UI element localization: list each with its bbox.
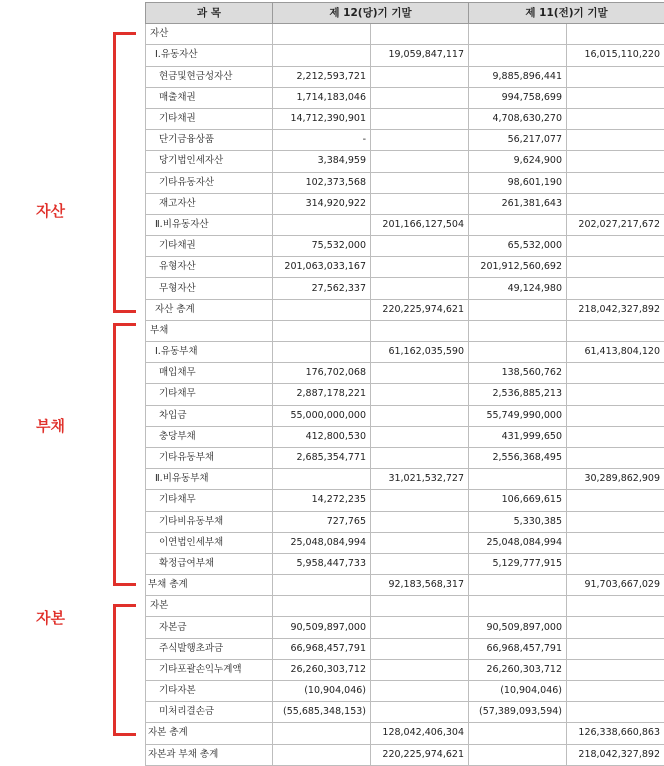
amount-cell: 176,702,068 — [273, 363, 371, 384]
amount-cell — [567, 151, 664, 172]
table-row — [146, 172, 664, 193]
amount-cell — [371, 108, 469, 129]
amount-cell: 218,042,327,892 — [567, 744, 664, 765]
amount-cell — [567, 87, 664, 108]
amount-cell — [469, 469, 567, 490]
amount-cell: 201,063,033,167 — [273, 257, 371, 278]
amount-cell — [371, 553, 469, 574]
account-name-cell: 주식발행초과금 — [146, 638, 273, 659]
amount-cell: 201,912,560,692 — [469, 257, 567, 278]
account-name-cell: 기타채무 — [146, 490, 273, 511]
amount-cell — [567, 596, 664, 617]
table-row — [146, 681, 664, 702]
account-name-cell: 매입채무 — [146, 363, 273, 384]
amount-cell — [567, 384, 664, 405]
amount-cell — [567, 426, 664, 447]
amount-cell: 412,800,530 — [273, 426, 371, 447]
account-name-cell: 미처리결손금 — [146, 702, 273, 723]
amount-cell — [469, 596, 567, 617]
table-row — [146, 426, 664, 447]
liabilities-bracket — [113, 323, 136, 586]
account-name-cell: 부채 총계 — [146, 575, 273, 596]
amount-cell: 75,532,000 — [273, 236, 371, 257]
account-name-cell: 기타채무 — [146, 384, 273, 405]
amount-cell: 26,260,303,712 — [273, 659, 371, 680]
amount-cell — [371, 617, 469, 638]
amount-cell — [371, 236, 469, 257]
amount-cell — [371, 363, 469, 384]
amount-cell: 30,289,862,909 — [567, 469, 664, 490]
amount-cell: 218,042,327,892 — [567, 299, 664, 320]
amount-cell — [273, 24, 371, 45]
amount-cell — [567, 363, 664, 384]
table-row — [146, 66, 664, 87]
account-name-cell: 기타유동자산 — [146, 172, 273, 193]
account-name-cell: 자산 총계 — [146, 299, 273, 320]
amount-cell — [567, 553, 664, 574]
amount-cell: 138,560,762 — [469, 363, 567, 384]
amount-cell — [371, 426, 469, 447]
table-row — [146, 469, 664, 490]
account-name-cell: 자본 총계 — [146, 723, 273, 744]
table-row — [146, 130, 664, 151]
amount-cell — [469, 342, 567, 363]
amount-cell: 14,712,390,901 — [273, 108, 371, 129]
amount-cell: 220,225,974,621 — [371, 744, 469, 765]
amount-cell — [273, 342, 371, 363]
amount-cell — [567, 130, 664, 151]
table-row — [146, 617, 664, 638]
table-row — [146, 151, 664, 172]
amount-cell — [567, 193, 664, 214]
amount-cell — [273, 45, 371, 66]
amount-cell: - — [273, 130, 371, 151]
amount-cell — [371, 532, 469, 553]
amount-cell: 106,669,615 — [469, 490, 567, 511]
amount-cell — [371, 257, 469, 278]
account-name-cell: Ⅱ.비유동부채 — [146, 469, 273, 490]
amount-cell: 61,413,804,120 — [567, 342, 664, 363]
amount-cell — [469, 45, 567, 66]
account-name-cell: 확정급여부채 — [146, 553, 273, 574]
table-row — [146, 384, 664, 405]
table-row — [146, 553, 664, 574]
account-name-cell: 이연법인세부채 — [146, 532, 273, 553]
account-name-cell: 무형자산 — [146, 278, 273, 299]
amount-cell: 9,885,896,441 — [469, 66, 567, 87]
amount-cell: 2,556,368,495 — [469, 447, 567, 468]
table-row — [146, 659, 664, 680]
table-row — [146, 320, 664, 341]
amount-cell — [371, 511, 469, 532]
account-name-cell: 단기금융상품 — [146, 130, 273, 151]
amount-cell — [273, 596, 371, 617]
amount-cell — [567, 511, 664, 532]
amount-cell — [273, 723, 371, 744]
balance-sheet-table — [145, 2, 664, 766]
table-row — [146, 638, 664, 659]
table-row — [146, 532, 664, 553]
amount-cell: 16,015,110,220 — [567, 45, 664, 66]
table-row — [146, 447, 664, 468]
account-name-cell: 자본 — [146, 596, 273, 617]
amount-cell — [371, 638, 469, 659]
account-name-cell: 매출채권 — [146, 87, 273, 108]
amount-cell — [371, 193, 469, 214]
amount-cell: 126,338,660,863 — [567, 723, 664, 744]
amount-cell: 5,129,777,915 — [469, 553, 567, 574]
amount-cell — [371, 490, 469, 511]
amount-cell: 90,509,897,000 — [273, 617, 371, 638]
amount-cell — [469, 320, 567, 341]
amount-cell: 727,765 — [273, 511, 371, 532]
amount-cell: 61,162,035,590 — [371, 342, 469, 363]
liabilities-section-label: 부채 — [36, 415, 65, 436]
amount-cell: 56,217,077 — [469, 130, 567, 151]
table-row — [146, 723, 664, 744]
amount-cell: 9,624,900 — [469, 151, 567, 172]
amount-cell: 220,225,974,621 — [371, 299, 469, 320]
amount-cell: 261,381,643 — [469, 193, 567, 214]
amount-cell: 49,124,980 — [469, 278, 567, 299]
amount-cell — [371, 130, 469, 151]
amount-cell — [371, 278, 469, 299]
amount-cell: 2,536,885,213 — [469, 384, 567, 405]
amount-cell: (55,685,348,153) — [273, 702, 371, 723]
account-name-cell: 당기법인세자산 — [146, 151, 273, 172]
amount-cell: 27,562,337 — [273, 278, 371, 299]
header-current-period: 제 12(당)기 기말 — [273, 3, 469, 24]
amount-cell — [469, 575, 567, 596]
account-name-cell: 유형자산 — [146, 257, 273, 278]
table-row — [146, 24, 664, 45]
amount-cell: 98,601,190 — [469, 172, 567, 193]
amount-cell: 66,968,457,791 — [273, 638, 371, 659]
amount-cell: 14,272,235 — [273, 490, 371, 511]
account-name-cell: 자본과 부채 총계 — [146, 744, 273, 765]
table-row — [146, 342, 664, 363]
amount-cell: 19,059,847,117 — [371, 45, 469, 66]
amount-cell: 25,048,084,994 — [273, 532, 371, 553]
amount-cell — [567, 490, 664, 511]
amount-cell: 90,509,897,000 — [469, 617, 567, 638]
amount-cell — [469, 299, 567, 320]
account-name-cell: Ⅰ.유동부채 — [146, 342, 273, 363]
amount-cell: 5,958,447,733 — [273, 553, 371, 574]
amount-cell — [371, 87, 469, 108]
assets-bracket — [113, 32, 136, 313]
amount-cell — [567, 702, 664, 723]
amount-cell — [371, 702, 469, 723]
table-row — [146, 193, 664, 214]
amount-cell: 201,166,127,504 — [371, 214, 469, 235]
amount-cell — [273, 744, 371, 765]
amount-cell — [567, 236, 664, 257]
table-row — [146, 278, 664, 299]
account-name-cell: 기타유동부채 — [146, 447, 273, 468]
table-row — [146, 405, 664, 426]
amount-cell — [567, 278, 664, 299]
amount-cell: 431,999,650 — [469, 426, 567, 447]
amount-cell — [567, 172, 664, 193]
amount-cell — [567, 681, 664, 702]
account-name-cell: 재고자산 — [146, 193, 273, 214]
amount-cell: 55,000,000,000 — [273, 405, 371, 426]
account-name-cell: 기타채권 — [146, 108, 273, 129]
table-row — [146, 87, 664, 108]
amount-cell — [371, 151, 469, 172]
amount-cell — [567, 659, 664, 680]
account-name-cell: Ⅱ.비유동자산 — [146, 214, 273, 235]
equity-bracket — [113, 604, 136, 736]
table-row — [146, 236, 664, 257]
amount-cell — [371, 405, 469, 426]
amount-cell: 128,042,406,304 — [371, 723, 469, 744]
account-name-cell: 자산 — [146, 24, 273, 45]
amount-cell: 26,260,303,712 — [469, 659, 567, 680]
amount-cell — [371, 659, 469, 680]
amount-cell: 55,749,990,000 — [469, 405, 567, 426]
amount-cell — [567, 532, 664, 553]
account-name-cell: 기타비유동부채 — [146, 511, 273, 532]
amount-cell: (57,389,093,594) — [469, 702, 567, 723]
table-row — [146, 363, 664, 384]
amount-cell — [273, 299, 371, 320]
amount-cell — [469, 214, 567, 235]
amount-cell — [469, 744, 567, 765]
amount-cell — [273, 575, 371, 596]
amount-cell — [567, 405, 664, 426]
amount-cell: 202,027,217,672 — [567, 214, 664, 235]
amount-cell: 3,384,959 — [273, 151, 371, 172]
amount-cell: 2,212,593,721 — [273, 66, 371, 87]
amount-cell — [371, 596, 469, 617]
amount-cell: 25,048,084,994 — [469, 532, 567, 553]
amount-cell — [567, 24, 664, 45]
header-account: 과 목 — [146, 3, 273, 24]
amount-cell: (10,904,046) — [469, 681, 567, 702]
amount-cell — [273, 214, 371, 235]
amount-cell — [371, 24, 469, 45]
account-name-cell: 부채 — [146, 320, 273, 341]
amount-cell: (10,904,046) — [273, 681, 371, 702]
header-previous-period: 제 11(전)기 기말 — [469, 3, 664, 24]
amount-cell — [567, 638, 664, 659]
table-row — [146, 490, 664, 511]
table-row — [146, 45, 664, 66]
amount-cell: 1,714,183,046 — [273, 87, 371, 108]
account-name-cell: 자본금 — [146, 617, 273, 638]
amount-cell: 4,708,630,270 — [469, 108, 567, 129]
header-row — [146, 3, 664, 24]
table-row — [146, 744, 664, 765]
amount-cell: 5,330,385 — [469, 511, 567, 532]
account-name-cell: 기타자본 — [146, 681, 273, 702]
account-name-cell: Ⅰ.유동자산 — [146, 45, 273, 66]
account-name-cell: 기타포괄손익누계액 — [146, 659, 273, 680]
amount-cell: 92,183,568,317 — [371, 575, 469, 596]
table-row — [146, 108, 664, 129]
amount-cell: 91,703,667,029 — [567, 575, 664, 596]
equity-section-label: 자본 — [36, 607, 65, 628]
account-name-cell: 차입금 — [146, 405, 273, 426]
assets-section-label: 자산 — [36, 200, 65, 221]
account-name-cell: 현금및현금성자산 — [146, 66, 273, 87]
table-row — [146, 702, 664, 723]
amount-cell — [371, 172, 469, 193]
amount-cell: 994,758,699 — [469, 87, 567, 108]
amount-cell: 65,532,000 — [469, 236, 567, 257]
amount-cell — [567, 108, 664, 129]
amount-cell — [273, 320, 371, 341]
amount-cell — [469, 723, 567, 744]
amount-cell — [567, 66, 664, 87]
table-row — [146, 511, 664, 532]
account-name-cell: 충당부채 — [146, 426, 273, 447]
amount-cell — [567, 447, 664, 468]
table-row — [146, 299, 664, 320]
balance-sheet — [145, 2, 664, 766]
amount-cell — [371, 681, 469, 702]
table-row — [146, 575, 664, 596]
account-name-cell: 기타채권 — [146, 236, 273, 257]
amount-cell — [371, 384, 469, 405]
table-row — [146, 214, 664, 235]
table-row — [146, 257, 664, 278]
amount-cell: 66,968,457,791 — [469, 638, 567, 659]
amount-cell — [273, 469, 371, 490]
amount-cell — [567, 617, 664, 638]
amount-cell — [567, 320, 664, 341]
amount-cell — [371, 447, 469, 468]
amount-cell — [371, 66, 469, 87]
amount-cell: 102,373,568 — [273, 172, 371, 193]
amount-cell: 314,920,922 — [273, 193, 371, 214]
amount-cell: 2,685,354,771 — [273, 447, 371, 468]
amount-cell: 31,021,532,727 — [371, 469, 469, 490]
amount-cell — [469, 24, 567, 45]
table-row — [146, 596, 664, 617]
amount-cell — [567, 257, 664, 278]
amount-cell: 2,887,178,221 — [273, 384, 371, 405]
amount-cell — [371, 320, 469, 341]
